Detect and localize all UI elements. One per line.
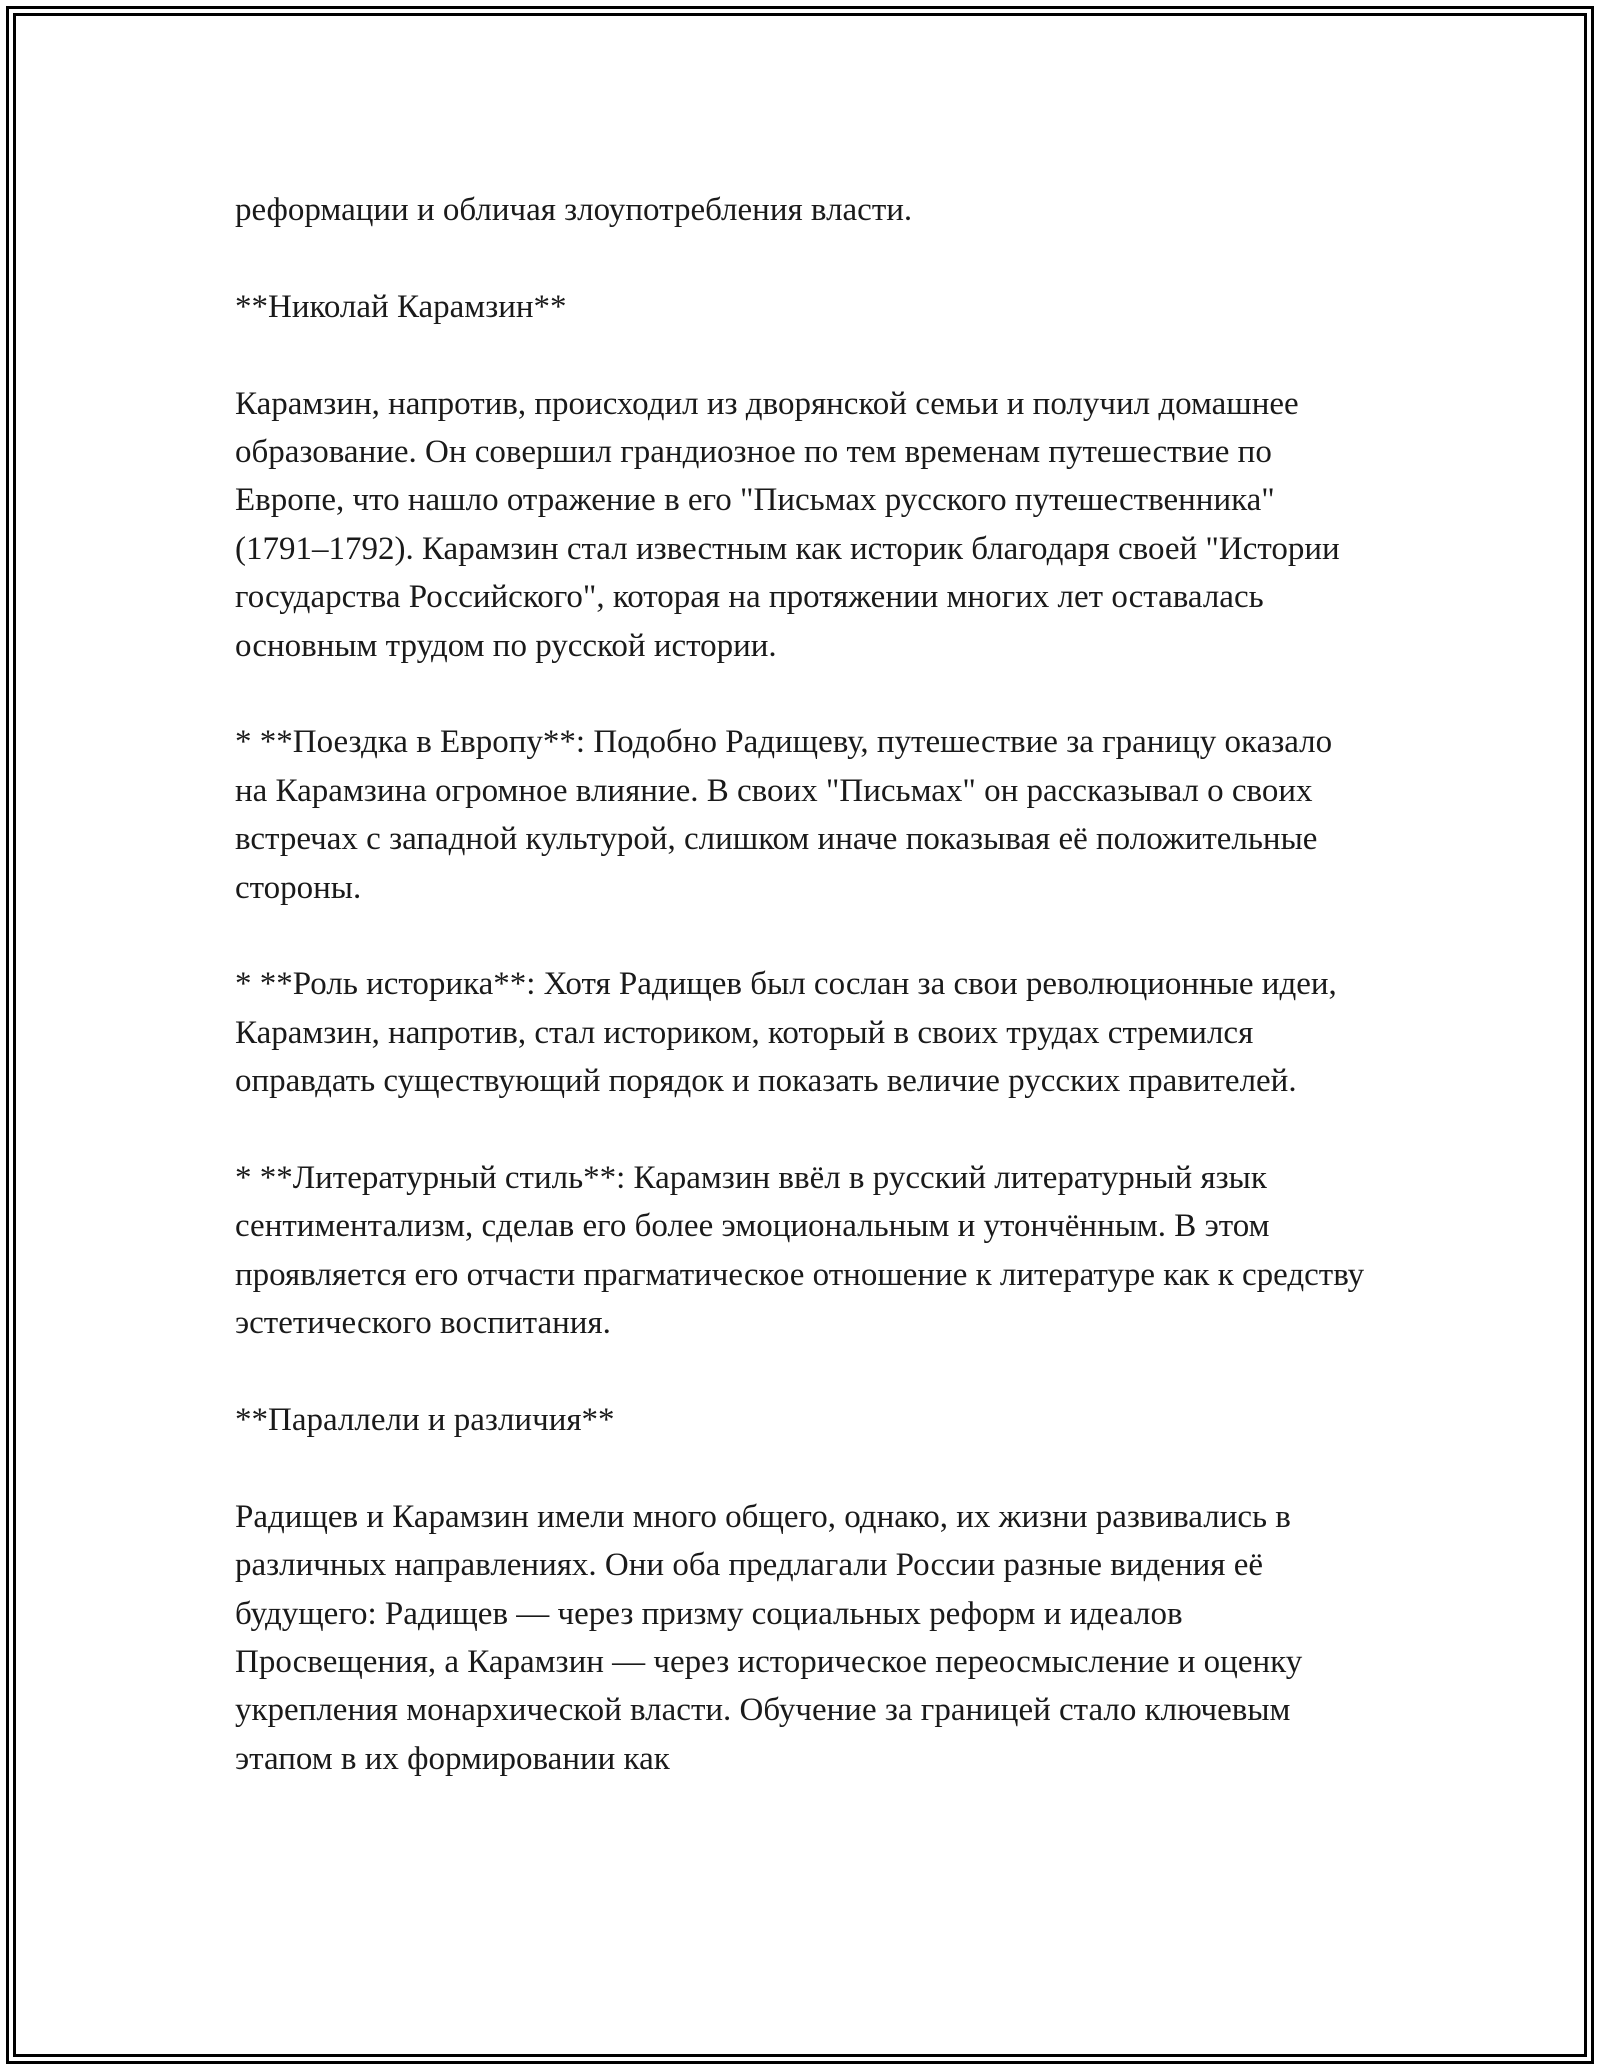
heading-karamzin: **Николай Карамзин** — [235, 288, 567, 325]
paragraph-continuation: реформации и обличая злоупотребления власти. — [235, 192, 913, 228]
paragraph-parallels: Радищев и Карамзин имели много общего, однако, их жизни развивались в различных направлениях. Они оба предлагали России разные видения её будущего: Радищев — через призму социальных реформ и идеалов Просвещения, а Карамзин — через историческое переосмысление и оценку укрепления монархической власти. Обучение за границей стало ключевым этапом в их формировании как — [235, 1498, 1303, 1777]
bullet-literary-style: * **Литературный стиль**: Карамзин ввёл в русский литературный язык сентиментализм, сделав его более эмоциональным и утончённым. В этом проявляется его отчасти прагматическое отношение к литературе как к средству эстетического воспитания. — [235, 1160, 1365, 1342]
bullet-europe-trip: * **Поездка в Европу**: Подобно Радищеву, путешествие за границу оказало на Карамзина огромное влияние. В своих "Письмах" он рассказывал о своих встречах с западной культурой, слишком иначе показывая её положительные стороны. — [235, 724, 1333, 906]
bullet-historian-role: * **Роль историка**: Хотя Радищев был сослан за свои революционные идеи, Карамзин, напротив, стал историком, который в своих трудах стремился оправдать существующий порядок и показать величие русских правителей. — [235, 966, 1337, 1100]
document-body — [235, 186, 1365, 1832]
heading-parallels: **Параллели и различия** — [235, 1402, 615, 1439]
paragraph-karamzin-bio: Карамзин, напротив, происходил из дворянской семьи и получил домашнее образование. Он совершил грандиозное по тем временам путешествие по Европе, что нашло отражение в его "Письмах русского путешественника" (1791–1792). Карамзин стал известным как историк благодаря своей "Истории государства Российского", которая на протяжении многих лет оставалась основным трудом по русской истории. — [235, 385, 1340, 664]
